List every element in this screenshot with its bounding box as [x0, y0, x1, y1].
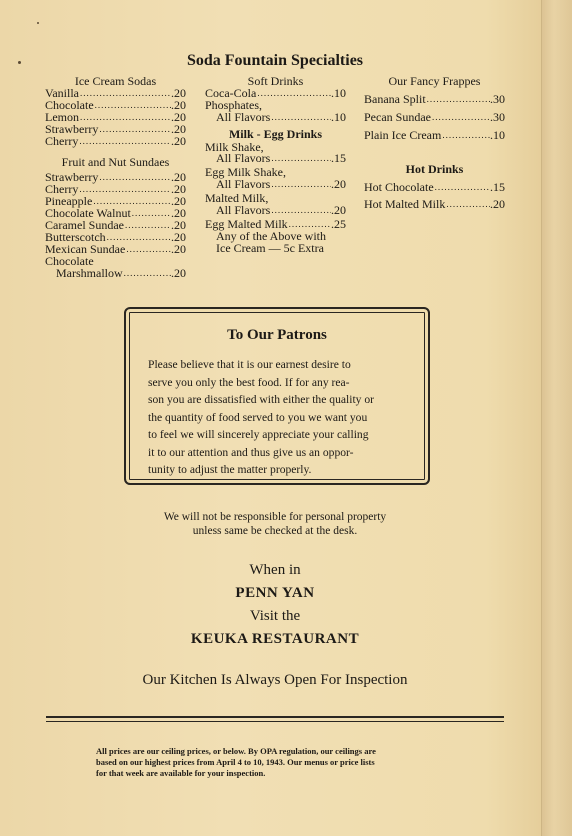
- column-2: [205, 76, 346, 255]
- menu-item-name: Milk Shake,: [205, 139, 264, 154]
- section-heading: Our Fancy Frappes: [388, 74, 481, 88]
- paper-speck: [37, 22, 39, 24]
- town-name: PENN YAN: [235, 585, 315, 601]
- page-title: Soda Fountain Specialties: [186, 52, 364, 69]
- section-heading: Milk - Egg Drinks: [228, 126, 322, 141]
- menu-note: Any of the Above with: [216, 228, 326, 243]
- menu-item: Hot Chocolate ..... .15: [364, 182, 505, 194]
- box-line: to feel we will sincerely appreciate your calling: [148, 428, 369, 441]
- box-line: serve you only the best food. If for any rea-: [148, 375, 350, 389]
- menu-item: Caramel Sundae ..... .20: [45, 220, 186, 232]
- divider: [46, 716, 504, 718]
- page-edge: [541, 0, 572, 836]
- menu-item-name: Egg Milk Shake,: [205, 165, 286, 180]
- menu-item: Chocolate ..... .20: [45, 100, 186, 112]
- restaurant-promo: [0, 559, 550, 651]
- box-line: son you are dissatisfied with either the quality or: [148, 393, 375, 406]
- menu-item: Pecan Sundae ..... .30: [364, 112, 505, 124]
- menu-item-name: Phosphates,: [205, 97, 262, 112]
- menu-item: Banana Split ..... .30: [364, 94, 505, 106]
- menu-item-name: Chocolate: [45, 253, 94, 268]
- menu-item: All Flavors ..... .10: [205, 112, 346, 124]
- menu-item: Cherry ..... .20: [45, 136, 186, 148]
- footer-line: for that week are available for your inspection.: [96, 768, 266, 778]
- footer-line: All prices are our ceiling prices, or below. By OPA regulation, our ceilings are: [96, 746, 376, 756]
- menu-item-name: Malted Milk,: [205, 191, 269, 206]
- menu-item: Vanilla ..... .20: [45, 88, 186, 100]
- column-1: [45, 76, 186, 280]
- menu-item: Marshmallow ..... .20: [45, 268, 186, 280]
- menu-item: Butterscotch ..... .20: [45, 232, 186, 244]
- section-heading: Soft Drinks: [247, 74, 304, 88]
- box-line: it to our attention and thus give us an oppor-: [148, 445, 354, 459]
- notice-line: We will not be responsible for personal property: [163, 511, 387, 523]
- patrons-notice-box: [124, 307, 430, 485]
- menu-item: Coca-Cola ..... .10: [205, 88, 346, 100]
- menu-item: Mexican Sundae ..... .20: [45, 244, 186, 256]
- property-notice: [0, 510, 550, 538]
- menu-item: Plain Ice Cream ..... .10: [364, 130, 505, 142]
- menu-item: All Flavors ..... .20: [205, 179, 346, 191]
- promo-line: When in: [249, 562, 301, 578]
- box-line: the quantity of food served to you we want you: [148, 410, 368, 424]
- box-line: Please believe that it is our earnest desire to: [148, 358, 351, 371]
- section-heading: Ice Cream Sodas: [74, 74, 157, 88]
- promo-line: Visit the: [249, 608, 301, 624]
- kitchen-slogan: Our Kitchen Is Always Open For Inspection: [142, 672, 408, 688]
- menu-item: Hot Malted Milk ..... .20: [364, 199, 505, 211]
- box-title: To Our Patrons: [227, 327, 327, 343]
- menu-item: Lemon ..... .20: [45, 112, 186, 124]
- menu-item: Strawberry ..... .20: [45, 124, 186, 136]
- section-heading: Fruit and Nut Sundaes: [61, 155, 170, 170]
- menu-item: All Flavors ..... .20: [205, 205, 346, 217]
- box-line: tunity to adjust the matter properly.: [148, 463, 312, 476]
- menu-item: Pineapple ..... .20: [45, 196, 186, 208]
- menu-item: Chocolate Walnut ..... .20: [45, 208, 186, 220]
- menu-item: Cherry ..... .20: [45, 184, 186, 196]
- section-heading: Hot Drinks: [405, 161, 464, 176]
- box-text: [148, 356, 406, 479]
- divider: [46, 721, 504, 722]
- column-3: [364, 76, 505, 211]
- footer-note: [96, 746, 462, 779]
- restaurant-name: KEUKA RESTAURANT: [190, 631, 360, 647]
- menu-item: Strawberry ..... .20: [45, 172, 186, 184]
- footer-line: based on our highest prices from April 4 to 10, 1943. Our menus or price lists: [96, 757, 375, 767]
- notice-line: unless same be checked at the desk.: [192, 525, 358, 537]
- menu-item: All Flavors ..... .15: [205, 153, 346, 165]
- menu-note: Ice Cream — 5c Extra: [216, 240, 324, 255]
- menu-item: Egg Malted Milk ..... .25: [205, 219, 346, 231]
